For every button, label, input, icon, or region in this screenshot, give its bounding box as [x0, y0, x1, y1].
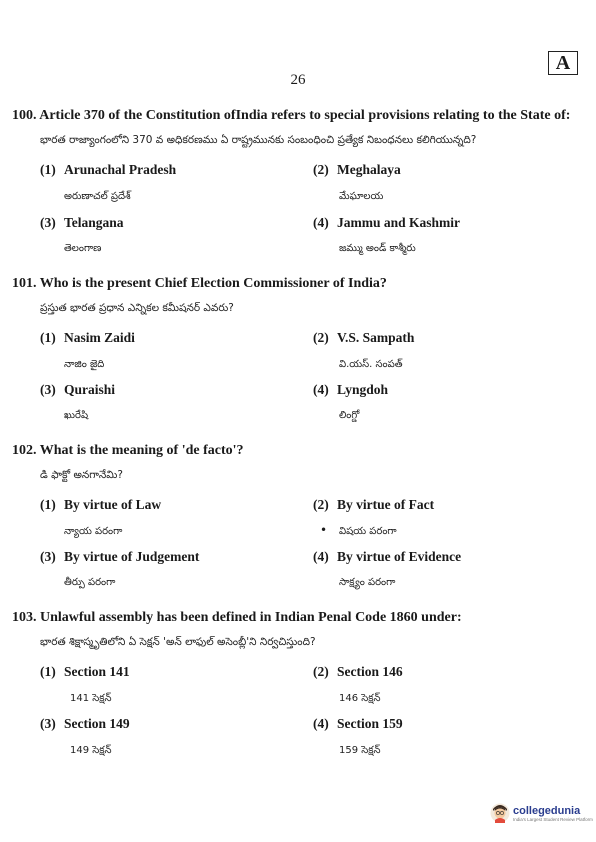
option-1 [40, 162, 176, 178]
option-text-telugu: తీర్పు పరంగా [64, 577, 116, 588]
option-number: (4) [313, 215, 329, 230]
option-text-telugu: సాక్ష్యం పరంగా [339, 577, 396, 588]
option-text-english: Section 146 [337, 664, 403, 679]
option-text-telugu: తెలంగాణ [64, 243, 102, 254]
option-text-english: Jammu and Kashmir [337, 215, 461, 230]
option-4 [313, 215, 460, 231]
option-text-telugu: 141 సెక్షన్ [70, 693, 112, 704]
option-number: (3) [40, 215, 56, 230]
student-avatar-icon [490, 803, 510, 823]
logo-name: collegedunia [513, 804, 581, 817]
option-text-telugu: లింగ్డో [339, 410, 360, 421]
option-text-english: Section 149 [64, 716, 130, 731]
option-4 [313, 716, 403, 732]
option-2 [313, 162, 401, 178]
option-text-english: By virtue of Law [64, 497, 162, 512]
option-number: (3) [40, 382, 56, 397]
option-number: (2) [313, 162, 329, 177]
option-text-telugu: 149 సెక్షన్ [70, 745, 112, 756]
option-text-english: Arunachal Pradesh [64, 162, 177, 177]
question-text-telugu: ప్రస్తుత భారత ప్రధాన ఎన్నికల కమీషనర్ ఎవరు? [40, 302, 234, 314]
option-text-english: Section 159 [337, 716, 403, 731]
question-text-telugu: భారత శిక్షాస్మృతిలోని ఏ సెక్షన్ 'అన్ లాఫుల్ అసెంబ్లీ'ని నిర్వచిస్తుంది? [40, 636, 316, 648]
option-number: (1) [40, 330, 56, 345]
option-text-english: By virtue of Judgement [64, 549, 200, 564]
option-2 [313, 330, 414, 346]
option-text-english: By virtue of Fact [337, 497, 435, 512]
option-text-english: Telangana [64, 215, 124, 230]
page-number: 26 [290, 72, 306, 88]
option-1 [40, 497, 161, 513]
option-text-telugu: 159 సెక్షన్ [339, 745, 381, 756]
option-number: (2) [313, 330, 329, 345]
option-3 [40, 716, 130, 732]
option-text-english: Nasim Zaidi [64, 330, 135, 345]
option-3 [40, 382, 115, 398]
option-text-telugu: వి.యస్. సంపత్ [339, 359, 403, 370]
option-text-telugu: ఖురేషి [64, 410, 89, 421]
option-number: (3) [40, 549, 56, 564]
option-number: (4) [313, 549, 329, 564]
question-text-english: 103. Unlawful assembly has been defined in Indian Penal Code 1860 under: [12, 610, 462, 625]
option-number: (4) [313, 716, 329, 731]
option-3 [40, 215, 124, 231]
bullet-mark: • [320, 523, 328, 537]
option-text-telugu: న్యాయ పరంగా [64, 526, 123, 537]
option-text-english: V.S. Sampath [337, 330, 415, 345]
option-number: (1) [40, 664, 56, 679]
option-text-english: Lyngdoh [337, 382, 389, 397]
option-number: (1) [40, 162, 56, 177]
option-1 [40, 664, 130, 680]
option-text-telugu: 146 సెక్షన్ [339, 693, 381, 704]
option-text-english: By virtue of Evidence [337, 549, 462, 564]
option-4 [313, 549, 461, 565]
question-text-english: 100. Article 370 of the Constitution ofIndia refers to special provisions relating to the State of: [12, 108, 571, 123]
logo-tagline: India's Largest Student Review Platform [513, 816, 593, 822]
option-text-telugu: నాజిం జైది [64, 359, 105, 370]
question-text-english: 101. Who is the present Chief Election Commissioner of India? [12, 276, 387, 291]
question-text-english: 102. What is the meaning of 'de facto'? [12, 443, 244, 458]
option-number: (2) [313, 497, 329, 512]
option-4 [313, 382, 388, 398]
option-3 [40, 549, 199, 565]
option-text-telugu: జమ్ము అండ్ కాశ్మీరు [339, 243, 416, 254]
logo-text [513, 805, 593, 822]
option-text-telugu: విషయ పరంగా [339, 526, 397, 537]
option-2 [313, 664, 403, 680]
option-text-english: Quraishi [64, 382, 116, 397]
option-text-telugu: అరుణాచల్ ప్రదేశ్ [64, 191, 131, 202]
option-number: (3) [40, 716, 56, 731]
option-number: (1) [40, 497, 56, 512]
option-text-english: Section 141 [64, 664, 130, 679]
watermark-logo [490, 803, 593, 823]
option-2 [313, 497, 434, 513]
option-number: (2) [313, 664, 329, 679]
option-text-telugu: మేఘాలయ [339, 191, 384, 202]
option-number: (4) [313, 382, 329, 397]
question-text-telugu: డి ఫాక్టో అనగానేమి? [40, 469, 123, 481]
set-code-badge: A [548, 51, 578, 75]
option-1 [40, 330, 135, 346]
question-text-telugu: భారత రాజ్యాంగంలోని 370 వ అధికరణము ఏ రాష్ట్రమునకు సంబంధించి ప్రత్యేక నిబంధనలు కలిగియున్నది? [40, 134, 477, 146]
option-text-english: Meghalaya [337, 162, 401, 177]
